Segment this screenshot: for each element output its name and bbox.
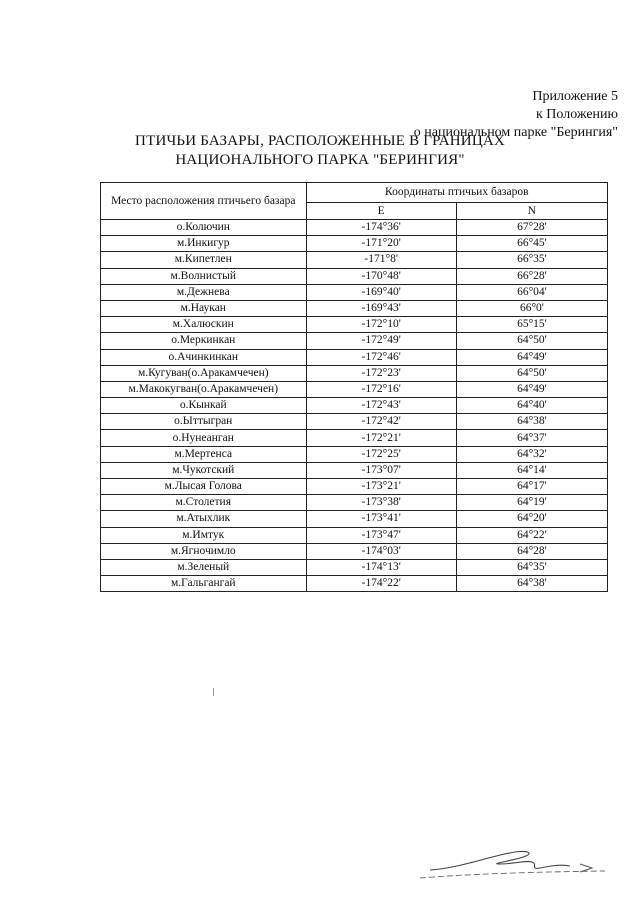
cell-place: м.Имтук	[101, 527, 307, 543]
cell-e: -172°42'	[306, 414, 456, 430]
table-row	[101, 495, 608, 511]
table-row	[101, 527, 608, 543]
cell-e: -172°43'	[306, 398, 456, 414]
cell-e: -172°23'	[306, 365, 456, 381]
scan-mark	[213, 688, 214, 696]
cell-n: 65°15'	[456, 317, 607, 333]
appendix-number: Приложение 5	[532, 89, 618, 104]
cell-place: м.Ягночимло	[101, 543, 307, 559]
signature-icon	[420, 838, 610, 888]
cell-e: -172°10'	[306, 317, 456, 333]
cell-n: 64°50'	[456, 333, 607, 349]
cell-place: м.Гальгангай	[101, 576, 307, 592]
cell-n: 64°50'	[456, 365, 607, 381]
table-row	[101, 511, 608, 527]
cell-n: 64°49'	[456, 349, 607, 365]
cell-n: 66°35'	[456, 252, 607, 268]
cell-place: м.Кугуван(о.Аракамчечен)	[101, 365, 307, 381]
table-row	[101, 349, 608, 365]
appendix-reference: к Положению	[535, 107, 618, 122]
table-body	[101, 220, 608, 592]
cell-e: -173°47'	[306, 527, 456, 543]
cell-place: м.Волнистый	[101, 268, 307, 284]
cell-place: м.Макокугван(о.Аракамчечен)	[101, 381, 307, 397]
cell-n: 64°19'	[456, 495, 607, 511]
table-row	[101, 333, 608, 349]
cell-e: -171°8'	[306, 252, 456, 268]
cell-n: 64°32'	[456, 446, 607, 462]
cell-n: 64°40'	[456, 398, 607, 414]
cell-e: -173°21'	[306, 479, 456, 495]
cell-place: м.Дежнева	[101, 284, 307, 300]
cell-place: о.Меркинкан	[101, 333, 307, 349]
cell-e: -174°03'	[306, 543, 456, 559]
table-row	[101, 430, 608, 446]
cell-n: 64°37'	[456, 430, 607, 446]
table-row	[101, 300, 608, 316]
cell-n: 64°35'	[456, 559, 607, 575]
table-row	[101, 381, 608, 397]
table-row	[101, 559, 608, 575]
cell-n: 66°04'	[456, 284, 607, 300]
cell-place: м.Наукан	[101, 300, 307, 316]
table-row	[101, 236, 608, 252]
table-row	[101, 252, 608, 268]
cell-n: 64°28'	[456, 543, 607, 559]
cell-e: -171°20'	[306, 236, 456, 252]
cell-n: 64°14'	[456, 462, 607, 478]
cell-n: 64°38'	[456, 414, 607, 430]
cell-e: -173°38'	[306, 495, 456, 511]
header-n: N	[456, 203, 607, 220]
table-row	[101, 543, 608, 559]
table-row	[101, 576, 608, 592]
cell-n: 64°17'	[456, 479, 607, 495]
cell-n: 66°28'	[456, 268, 607, 284]
cell-place: м.Халюскин	[101, 317, 307, 333]
cell-place: м.Кипетлен	[101, 252, 307, 268]
cell-e: -170°48'	[306, 268, 456, 284]
cell-place: м.Столетия	[101, 495, 307, 511]
cell-place: о.Ыттыгран	[101, 414, 307, 430]
cell-place: м.Атыхлик	[101, 511, 307, 527]
cell-place: о.Кынкай	[101, 398, 307, 414]
bird-colonies-table	[100, 182, 608, 592]
table-row	[101, 398, 608, 414]
cell-place: о.Колючин	[101, 220, 307, 236]
table-row	[101, 220, 608, 236]
cell-e: -173°41'	[306, 511, 456, 527]
appendix-regulation: о национальном парке "Берингия"	[413, 125, 618, 140]
header-coordinates: Координаты птичьих базаров	[306, 183, 607, 203]
cell-n: 64°49'	[456, 381, 607, 397]
cell-e: -173°07'	[306, 462, 456, 478]
cell-place: м.Мертенса	[101, 446, 307, 462]
cell-n: 67°28'	[456, 220, 607, 236]
cell-e: -172°16'	[306, 381, 456, 397]
cell-place: м.Чукотский	[101, 462, 307, 478]
cell-place: о.Нунеанган	[101, 430, 307, 446]
table-row	[101, 365, 608, 381]
cell-place: о.Ачинкинкан	[101, 349, 307, 365]
cell-e: -172°46'	[306, 349, 456, 365]
table-row	[101, 317, 608, 333]
cell-n: 66°0'	[456, 300, 607, 316]
cell-e: -172°21'	[306, 430, 456, 446]
header-e: E	[306, 203, 456, 220]
cell-n: 64°22'	[456, 527, 607, 543]
cell-e: -174°13'	[306, 559, 456, 575]
table-row	[101, 414, 608, 430]
cell-e: -174°22'	[306, 576, 456, 592]
table-row	[101, 446, 608, 462]
table-row	[101, 479, 608, 495]
table-row	[101, 268, 608, 284]
cell-n: 64°38'	[456, 576, 607, 592]
cell-n: 66°45'	[456, 236, 607, 252]
table-row	[101, 284, 608, 300]
cell-e: -172°49'	[306, 333, 456, 349]
table-row	[101, 462, 608, 478]
cell-e: -174°36'	[306, 220, 456, 236]
cell-n: 64°20'	[456, 511, 607, 527]
cell-place: м.Инкигур	[101, 236, 307, 252]
cell-e: -169°40'	[306, 284, 456, 300]
cell-place: м.Лысая Голова	[101, 479, 307, 495]
header-place: Место расположения птичьего базара	[101, 183, 307, 220]
title-line-2: НАЦИОНАЛЬНОГО ПАРКА "БЕРИНГИЯ"	[175, 152, 465, 168]
cell-e: -172°25'	[306, 446, 456, 462]
cell-place: м.Зеленый	[101, 559, 307, 575]
title-line-1: ПТИЧЬИ БАЗАРЫ, РАСПОЛОЖЕННЫЕ В ГРАНИЦАХ	[135, 133, 505, 149]
cell-e: -169°43'	[306, 300, 456, 316]
document-title	[60, 132, 580, 170]
